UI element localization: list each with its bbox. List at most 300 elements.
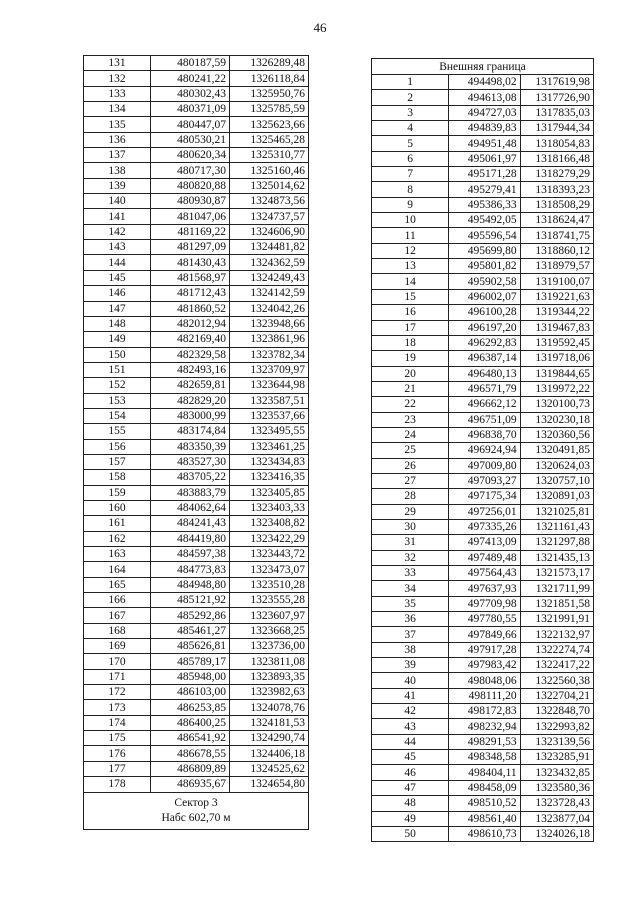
point-number-cell: 2	[372, 90, 449, 105]
x-coordinate-cell: 481297,09	[151, 240, 230, 255]
x-coordinate-cell: 496100,28	[449, 305, 520, 320]
x-coordinate-cell: 481430,43	[151, 255, 230, 270]
y-coordinate-cell: 1318279,29	[520, 167, 593, 182]
table-row	[84, 654, 309, 669]
point-number-cell: 44	[372, 734, 449, 749]
table-row	[84, 608, 309, 623]
table-row	[84, 547, 309, 562]
x-coordinate-cell: 497780,55	[449, 612, 520, 627]
table-row	[84, 669, 309, 684]
table-row	[84, 500, 309, 515]
point-number-cell: 20	[372, 366, 449, 381]
point-number-cell: 136	[84, 132, 151, 147]
x-coordinate-cell: 495279,41	[449, 182, 520, 197]
point-number-cell: 174	[84, 715, 151, 730]
y-coordinate-cell: 1318979,57	[520, 259, 593, 274]
y-coordinate-cell: 1318166,48	[520, 151, 593, 166]
table-row	[372, 320, 594, 335]
point-number-cell: 175	[84, 731, 151, 746]
y-coordinate-cell: 1323728,43	[520, 796, 593, 811]
x-coordinate-cell: 481169,22	[151, 224, 230, 239]
table-row	[372, 105, 594, 120]
right-coordinates-table	[371, 58, 594, 842]
y-coordinate-cell: 1323861,96	[230, 332, 309, 347]
x-coordinate-cell: 480302,43	[151, 86, 230, 101]
point-number-cell: 49	[372, 811, 449, 826]
table-row	[84, 439, 309, 454]
right-table-header-row	[372, 59, 594, 75]
point-number-cell: 3	[372, 105, 449, 120]
point-number-cell: 16	[372, 305, 449, 320]
x-coordinate-cell: 484773,83	[151, 562, 230, 577]
y-coordinate-cell: 1324481,82	[230, 240, 309, 255]
x-coordinate-cell: 498172,83	[449, 704, 520, 719]
table-row	[372, 550, 594, 565]
table-row	[372, 535, 594, 550]
x-coordinate-cell: 480820,88	[151, 178, 230, 193]
point-number-cell: 18	[372, 335, 449, 350]
table-row	[372, 673, 594, 688]
y-coordinate-cell: 1324026,18	[520, 826, 593, 841]
point-number-cell: 35	[372, 596, 449, 611]
point-number-cell: 32	[372, 550, 449, 565]
x-coordinate-cell: 496662,12	[449, 397, 520, 412]
point-number-cell: 39	[372, 658, 449, 673]
table-row	[372, 151, 594, 166]
point-number-cell: 24	[372, 427, 449, 442]
y-coordinate-cell: 1319221,63	[520, 289, 593, 304]
table-row	[84, 761, 309, 776]
y-coordinate-cell: 1319467,83	[520, 320, 593, 335]
table-row	[84, 255, 309, 270]
point-number-cell: 178	[84, 777, 151, 792]
point-number-cell: 42	[372, 704, 449, 719]
x-coordinate-cell: 480530,21	[151, 132, 230, 147]
y-coordinate-cell: 1323709,97	[230, 362, 309, 377]
point-number-cell: 1	[372, 75, 449, 90]
table-row	[84, 393, 309, 408]
table-row	[372, 566, 594, 581]
y-coordinate-cell: 1318054,83	[520, 136, 593, 151]
table-row	[372, 796, 594, 811]
x-coordinate-cell: 486253,85	[151, 700, 230, 715]
point-number-cell: 134	[84, 102, 151, 117]
table-row	[84, 531, 309, 546]
point-number-cell: 43	[372, 719, 449, 734]
x-coordinate-cell: 485626,81	[151, 639, 230, 654]
x-coordinate-cell: 498291,53	[449, 734, 520, 749]
table-row	[84, 623, 309, 638]
x-coordinate-cell: 495386,33	[449, 197, 520, 212]
page-number: 46	[313, 20, 327, 35]
point-number-cell: 155	[84, 424, 151, 439]
x-coordinate-cell: 481860,52	[151, 301, 230, 316]
table-row	[372, 259, 594, 274]
y-coordinate-cell: 1319844,65	[520, 366, 593, 381]
y-coordinate-cell: 1323510,28	[230, 577, 309, 592]
table-row	[84, 270, 309, 285]
x-coordinate-cell: 482169,40	[151, 332, 230, 347]
table-row	[372, 504, 594, 519]
y-coordinate-cell: 1322704,21	[520, 688, 593, 703]
point-number-cell: 145	[84, 270, 151, 285]
table-row	[84, 178, 309, 193]
x-coordinate-cell: 484597,38	[151, 547, 230, 562]
x-coordinate-cell: 481568,97	[151, 270, 230, 285]
y-coordinate-cell: 1323668,25	[230, 623, 309, 638]
y-coordinate-cell: 1325950,76	[230, 86, 309, 101]
point-number-cell: 168	[84, 623, 151, 638]
point-number-cell: 133	[84, 86, 151, 101]
y-coordinate-cell: 1319718,06	[520, 351, 593, 366]
y-coordinate-cell: 1322848,70	[520, 704, 593, 719]
x-coordinate-cell: 484419,80	[151, 531, 230, 546]
x-coordinate-cell: 485948,00	[151, 669, 230, 684]
table-row	[372, 351, 594, 366]
table-row	[84, 194, 309, 209]
point-number-cell: 170	[84, 654, 151, 669]
table-row	[84, 362, 309, 377]
y-coordinate-cell: 1324042,26	[230, 301, 309, 316]
point-number-cell: 8	[372, 182, 449, 197]
y-coordinate-cell: 1324873,56	[230, 194, 309, 209]
point-number-cell: 15	[372, 289, 449, 304]
y-coordinate-cell: 1323736,00	[230, 639, 309, 654]
y-coordinate-cell: 1321435,13	[520, 550, 593, 565]
y-coordinate-cell: 1322274,74	[520, 642, 593, 657]
x-coordinate-cell: 480930,87	[151, 194, 230, 209]
point-number-cell: 38	[372, 642, 449, 657]
left-coordinates-table	[83, 55, 309, 830]
y-coordinate-cell: 1319100,07	[520, 274, 593, 289]
x-coordinate-cell: 494839,83	[449, 121, 520, 136]
y-coordinate-cell: 1323607,97	[230, 608, 309, 623]
y-coordinate-cell: 1324249,43	[230, 270, 309, 285]
y-coordinate-cell: 1318860,12	[520, 243, 593, 258]
point-number-cell: 146	[84, 286, 151, 301]
y-coordinate-cell: 1318624,47	[520, 213, 593, 228]
table-row	[84, 408, 309, 423]
point-number-cell: 147	[84, 301, 151, 316]
y-coordinate-cell: 1321851,58	[520, 596, 593, 611]
point-number-cell: 159	[84, 485, 151, 500]
x-coordinate-cell: 495061,97	[449, 151, 520, 166]
table-row	[372, 658, 594, 673]
point-number-cell: 162	[84, 531, 151, 546]
x-coordinate-cell: 484062,64	[151, 500, 230, 515]
point-number-cell: 50	[372, 826, 449, 841]
y-coordinate-cell: 1320891,03	[520, 489, 593, 504]
table-row	[372, 335, 594, 350]
x-coordinate-cell: 494613,08	[449, 90, 520, 105]
x-coordinate-cell: 496838,70	[449, 427, 520, 442]
x-coordinate-cell: 483705,22	[151, 470, 230, 485]
table-row	[84, 240, 309, 255]
point-number-cell: 26	[372, 458, 449, 473]
point-number-cell: 173	[84, 700, 151, 715]
point-number-cell: 160	[84, 500, 151, 515]
point-number-cell: 40	[372, 673, 449, 688]
x-coordinate-cell: 498510,52	[449, 796, 520, 811]
y-coordinate-cell: 1321297,88	[520, 535, 593, 550]
y-coordinate-cell: 1323434,83	[230, 454, 309, 469]
y-coordinate-cell: 1321573,17	[520, 566, 593, 581]
y-coordinate-cell: 1326289,48	[230, 56, 309, 71]
x-coordinate-cell: 498561,40	[449, 811, 520, 826]
table-row	[372, 811, 594, 826]
y-coordinate-cell: 1323893,35	[230, 669, 309, 684]
x-coordinate-cell: 498111,20	[449, 688, 520, 703]
table-row	[372, 719, 594, 734]
x-coordinate-cell: 497637,93	[449, 581, 520, 596]
table-row	[372, 688, 594, 703]
table-row	[372, 305, 594, 320]
y-coordinate-cell: 1322560,38	[520, 673, 593, 688]
point-number-cell: 11	[372, 228, 449, 243]
y-coordinate-cell: 1323405,85	[230, 485, 309, 500]
point-number-cell: 7	[372, 167, 449, 182]
y-coordinate-cell: 1325623,66	[230, 117, 309, 132]
point-number-cell: 176	[84, 746, 151, 761]
sector-caption	[84, 792, 309, 829]
point-number-cell: 149	[84, 332, 151, 347]
table-row	[84, 639, 309, 654]
y-coordinate-cell: 1318393,23	[520, 182, 593, 197]
table-row	[372, 596, 594, 611]
point-number-cell: 166	[84, 593, 151, 608]
point-number-cell: 30	[372, 519, 449, 534]
point-number-cell: 156	[84, 439, 151, 454]
y-coordinate-cell: 1324406,18	[230, 746, 309, 761]
x-coordinate-cell: 498348,58	[449, 750, 520, 765]
x-coordinate-cell: 495902,58	[449, 274, 520, 289]
x-coordinate-cell: 496292,83	[449, 335, 520, 350]
point-number-cell: 41	[372, 688, 449, 703]
y-coordinate-cell: 1323443,72	[230, 547, 309, 562]
table-row	[84, 148, 309, 163]
table-row	[372, 489, 594, 504]
y-coordinate-cell: 1321711,99	[520, 581, 593, 596]
y-coordinate-cell: 1318508,29	[520, 197, 593, 212]
sector-title: Сектор 3	[174, 796, 218, 809]
y-coordinate-cell: 1323537,66	[230, 408, 309, 423]
x-coordinate-cell: 494498,02	[449, 75, 520, 90]
table-row	[372, 750, 594, 765]
point-number-cell: 154	[84, 408, 151, 423]
table-row	[84, 378, 309, 393]
x-coordinate-cell: 480187,59	[151, 56, 230, 71]
point-number-cell: 152	[84, 378, 151, 393]
y-coordinate-cell: 1323422,29	[230, 531, 309, 546]
point-number-cell: 9	[372, 197, 449, 212]
point-number-cell: 47	[372, 780, 449, 795]
table-row	[372, 427, 594, 442]
table-row	[372, 274, 594, 289]
table-row	[372, 412, 594, 427]
point-number-cell: 138	[84, 163, 151, 178]
point-number-cell: 157	[84, 454, 151, 469]
point-number-cell: 139	[84, 178, 151, 193]
x-coordinate-cell: 498048,06	[449, 673, 520, 688]
left-table-body	[84, 56, 309, 793]
point-number-cell: 158	[84, 470, 151, 485]
y-coordinate-cell: 1320624,03	[520, 458, 593, 473]
x-coordinate-cell: 495596,54	[449, 228, 520, 243]
right-table-body	[372, 75, 594, 842]
y-coordinate-cell: 1321025,81	[520, 504, 593, 519]
y-coordinate-cell: 1323555,28	[230, 593, 309, 608]
x-coordinate-cell: 483883,79	[151, 485, 230, 500]
table-row	[84, 777, 309, 792]
x-coordinate-cell: 480447,07	[151, 117, 230, 132]
point-number-cell: 169	[84, 639, 151, 654]
x-coordinate-cell: 485121,92	[151, 593, 230, 608]
point-number-cell: 28	[372, 489, 449, 504]
y-coordinate-cell: 1324362,59	[230, 255, 309, 270]
table-row	[372, 458, 594, 473]
x-coordinate-cell: 497917,28	[449, 642, 520, 657]
table-row	[372, 197, 594, 212]
point-number-cell: 6	[372, 151, 449, 166]
y-coordinate-cell: 1323416,35	[230, 470, 309, 485]
x-coordinate-cell: 496751,09	[449, 412, 520, 427]
x-coordinate-cell: 481712,43	[151, 286, 230, 301]
point-number-cell: 36	[372, 612, 449, 627]
point-number-cell: 150	[84, 347, 151, 362]
point-number-cell: 172	[84, 685, 151, 700]
sector-length: Набс 602,70 м	[161, 811, 231, 824]
point-number-cell: 14	[372, 274, 449, 289]
x-coordinate-cell: 480241,22	[151, 71, 230, 86]
x-coordinate-cell: 497564,43	[449, 566, 520, 581]
y-coordinate-cell: 1324606,90	[230, 224, 309, 239]
x-coordinate-cell: 480371,09	[151, 102, 230, 117]
x-coordinate-cell: 496924,94	[449, 443, 520, 458]
table-row	[372, 581, 594, 596]
x-coordinate-cell: 494727,03	[449, 105, 520, 120]
table-row	[84, 71, 309, 86]
x-coordinate-cell: 495699,80	[449, 243, 520, 258]
table-row	[84, 424, 309, 439]
table-row	[372, 167, 594, 182]
x-coordinate-cell: 497175,34	[449, 489, 520, 504]
x-coordinate-cell: 498404,11	[449, 765, 520, 780]
y-coordinate-cell: 1321991,91	[520, 612, 593, 627]
x-coordinate-cell: 484948,80	[151, 577, 230, 592]
x-coordinate-cell: 495171,28	[449, 167, 520, 182]
point-number-cell: 22	[372, 397, 449, 412]
x-coordinate-cell: 497335,26	[449, 519, 520, 534]
table-row	[372, 136, 594, 151]
y-coordinate-cell: 1320100,73	[520, 397, 593, 412]
y-coordinate-cell: 1319592,45	[520, 335, 593, 350]
point-number-cell: 167	[84, 608, 151, 623]
point-number-cell: 10	[372, 213, 449, 228]
x-coordinate-cell: 486809,89	[151, 761, 230, 776]
table-row	[372, 121, 594, 136]
y-coordinate-cell: 1319972,22	[520, 381, 593, 396]
table-row	[372, 228, 594, 243]
y-coordinate-cell: 1322417,22	[520, 658, 593, 673]
table-row	[372, 381, 594, 396]
table-row	[84, 102, 309, 117]
x-coordinate-cell: 498610,73	[449, 826, 520, 841]
point-number-cell: 48	[372, 796, 449, 811]
y-coordinate-cell: 1324078,76	[230, 700, 309, 715]
table-row	[84, 746, 309, 761]
table-row	[372, 519, 594, 534]
x-coordinate-cell: 497256,01	[449, 504, 520, 519]
y-coordinate-cell: 1320360,56	[520, 427, 593, 442]
y-coordinate-cell: 1323432,85	[520, 765, 593, 780]
table-row	[84, 715, 309, 730]
table-row	[84, 301, 309, 316]
y-coordinate-cell: 1318741,75	[520, 228, 593, 243]
x-coordinate-cell: 486935,67	[151, 777, 230, 792]
y-coordinate-cell: 1323461,25	[230, 439, 309, 454]
table-row	[372, 443, 594, 458]
y-coordinate-cell: 1323408,82	[230, 516, 309, 531]
x-coordinate-cell: 497009,80	[449, 458, 520, 473]
x-coordinate-cell: 486678,55	[151, 746, 230, 761]
point-number-cell: 17	[372, 320, 449, 335]
x-coordinate-cell: 483000,99	[151, 408, 230, 423]
x-coordinate-cell: 496002,07	[449, 289, 520, 304]
table-row	[372, 642, 594, 657]
point-number-cell: 171	[84, 669, 151, 684]
point-number-cell: 137	[84, 148, 151, 163]
y-coordinate-cell: 1325160,46	[230, 163, 309, 178]
table-row	[372, 397, 594, 412]
point-number-cell: 151	[84, 362, 151, 377]
y-coordinate-cell: 1324290,74	[230, 731, 309, 746]
table-row	[84, 209, 309, 224]
x-coordinate-cell: 486103,00	[151, 685, 230, 700]
x-coordinate-cell: 497093,27	[449, 473, 520, 488]
y-coordinate-cell: 1325014,62	[230, 178, 309, 193]
table-row	[372, 734, 594, 749]
point-number-cell: 132	[84, 71, 151, 86]
x-coordinate-cell: 496197,20	[449, 320, 520, 335]
point-number-cell: 141	[84, 209, 151, 224]
y-coordinate-cell: 1323473,07	[230, 562, 309, 577]
table-row	[84, 332, 309, 347]
x-coordinate-cell: 482829,20	[151, 393, 230, 408]
y-coordinate-cell: 1317619,98	[520, 75, 593, 90]
y-coordinate-cell: 1323403,33	[230, 500, 309, 515]
table-row	[84, 132, 309, 147]
table-row	[372, 765, 594, 780]
y-coordinate-cell: 1324181,53	[230, 715, 309, 730]
x-coordinate-cell: 497849,66	[449, 627, 520, 642]
y-coordinate-cell: 1317726,90	[520, 90, 593, 105]
point-number-cell: 46	[372, 765, 449, 780]
y-coordinate-cell: 1323285,91	[520, 750, 593, 765]
table-row	[84, 485, 309, 500]
x-coordinate-cell: 495801,82	[449, 259, 520, 274]
point-number-cell: 177	[84, 761, 151, 776]
y-coordinate-cell: 1317835,03	[520, 105, 593, 120]
point-number-cell: 148	[84, 316, 151, 331]
point-number-cell: 19	[372, 351, 449, 366]
table-row	[84, 86, 309, 101]
point-number-cell: 165	[84, 577, 151, 592]
point-number-cell: 31	[372, 535, 449, 550]
point-number-cell: 135	[84, 117, 151, 132]
point-number-cell: 27	[372, 473, 449, 488]
x-coordinate-cell: 482493,16	[151, 362, 230, 377]
table-row	[84, 224, 309, 239]
